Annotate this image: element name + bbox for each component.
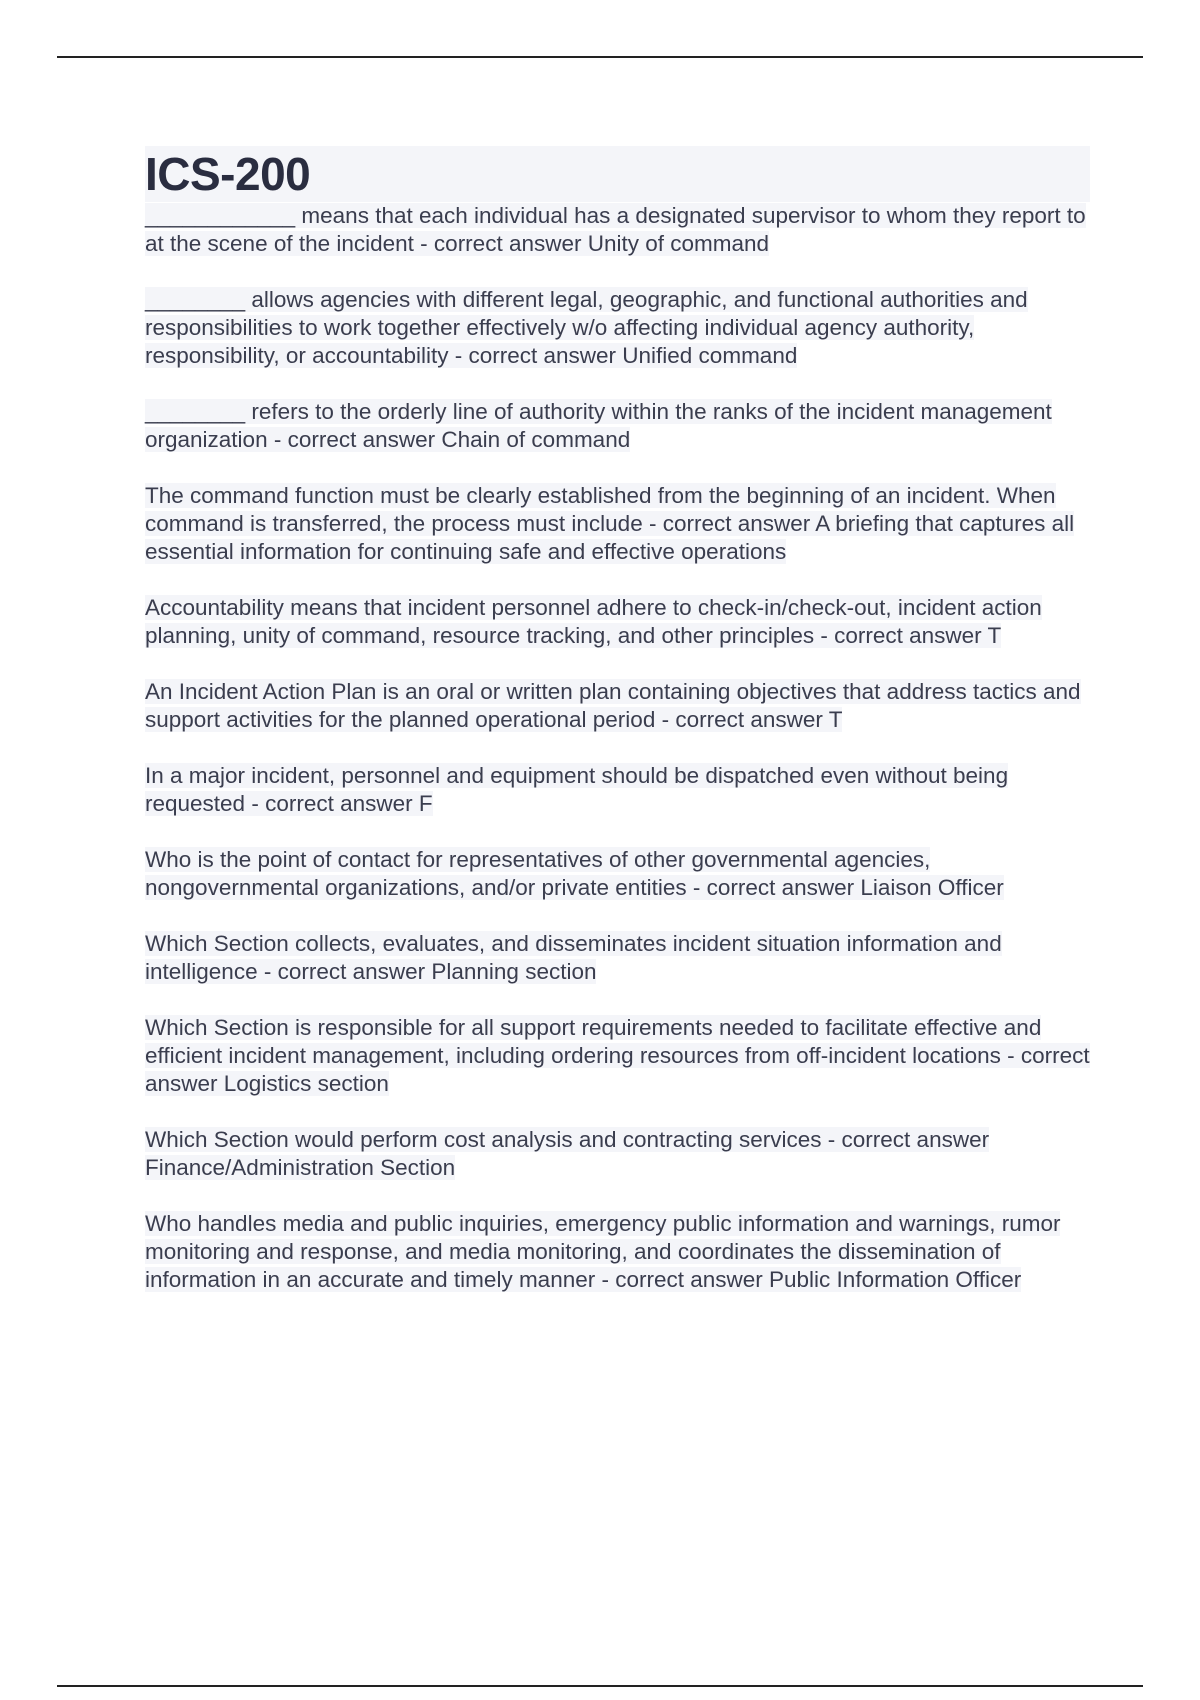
- document-body: [145, 146, 1090, 1322]
- header-rule: [57, 56, 1143, 58]
- qa-item: [145, 594, 1090, 650]
- qa-text: Who handles media and public inquiries, emergency public information and warnings, rumor monitoring and response, and media monitoring, and coordinates the dissemination of information in an accurate and timely manner - correct answer Public Information Officer: [145, 1211, 1061, 1292]
- qa-item: [145, 286, 1090, 370]
- qa-item: [145, 762, 1090, 818]
- qa-text: Who is the point of contact for representatives of other governmental agencies, nongovernmental organizations, and/or private entities - correct answer Liaison Officer: [145, 847, 1004, 900]
- qa-text: ________ allows agencies with different legal, geographic, and functional authorities and responsibilities to work together effectively w/o affecting individual agency authority, responsibility, or accountability - correct answer Unified command: [145, 287, 1028, 368]
- qa-text: Accountability means that incident personnel adhere to check-in/check-out, incident action planning, unity of command, resource tracking, and other principles - correct answer T: [145, 595, 1042, 648]
- qa-item: [145, 398, 1090, 454]
- qa-item: [145, 202, 1090, 258]
- footer-rule: [57, 1685, 1143, 1687]
- qa-text: Which Section is responsible for all support requirements needed to facilitate effective and efficient incident management, including ordering resources from off-incident locations - correct answer Logistics section: [145, 1015, 1090, 1096]
- qa-item: [145, 1210, 1090, 1294]
- qa-item: [145, 930, 1090, 986]
- qa-text: In a major incident, personnel and equipment should be dispatched even without being requested - correct answer F: [145, 763, 1009, 816]
- qa-item: [145, 1126, 1090, 1182]
- qa-text: The command function must be clearly established from the beginning of an incident. When command is transferred, the process must include - correct answer A briefing that captures all essential information for continuing safe and effective operations: [145, 483, 1075, 564]
- qa-item: [145, 846, 1090, 902]
- qa-text: Which Section would perform cost analysis and contracting services - correct answer Finance/Administration Section: [145, 1127, 990, 1180]
- qa-text: ________ refers to the orderly line of authority within the ranks of the incident management organization - correct answer Chain of command: [145, 399, 1052, 452]
- qa-item: [145, 678, 1090, 734]
- qa-item: [145, 482, 1090, 566]
- qa-text: Which Section collects, evaluates, and disseminates incident situation information and intelligence - correct answer Planning section: [145, 931, 1002, 984]
- page-title: ICS-200: [145, 146, 1090, 202]
- qa-text: An Incident Action Plan is an oral or written plan containing objectives that address tactics and support activities for the planned operational period - correct answer T: [145, 679, 1081, 732]
- qa-text: ____________ means that each individual has a designated supervisor to whom they report to at the scene of the incident - correct answer Unity of command: [145, 203, 1086, 256]
- qa-item: [145, 1014, 1090, 1098]
